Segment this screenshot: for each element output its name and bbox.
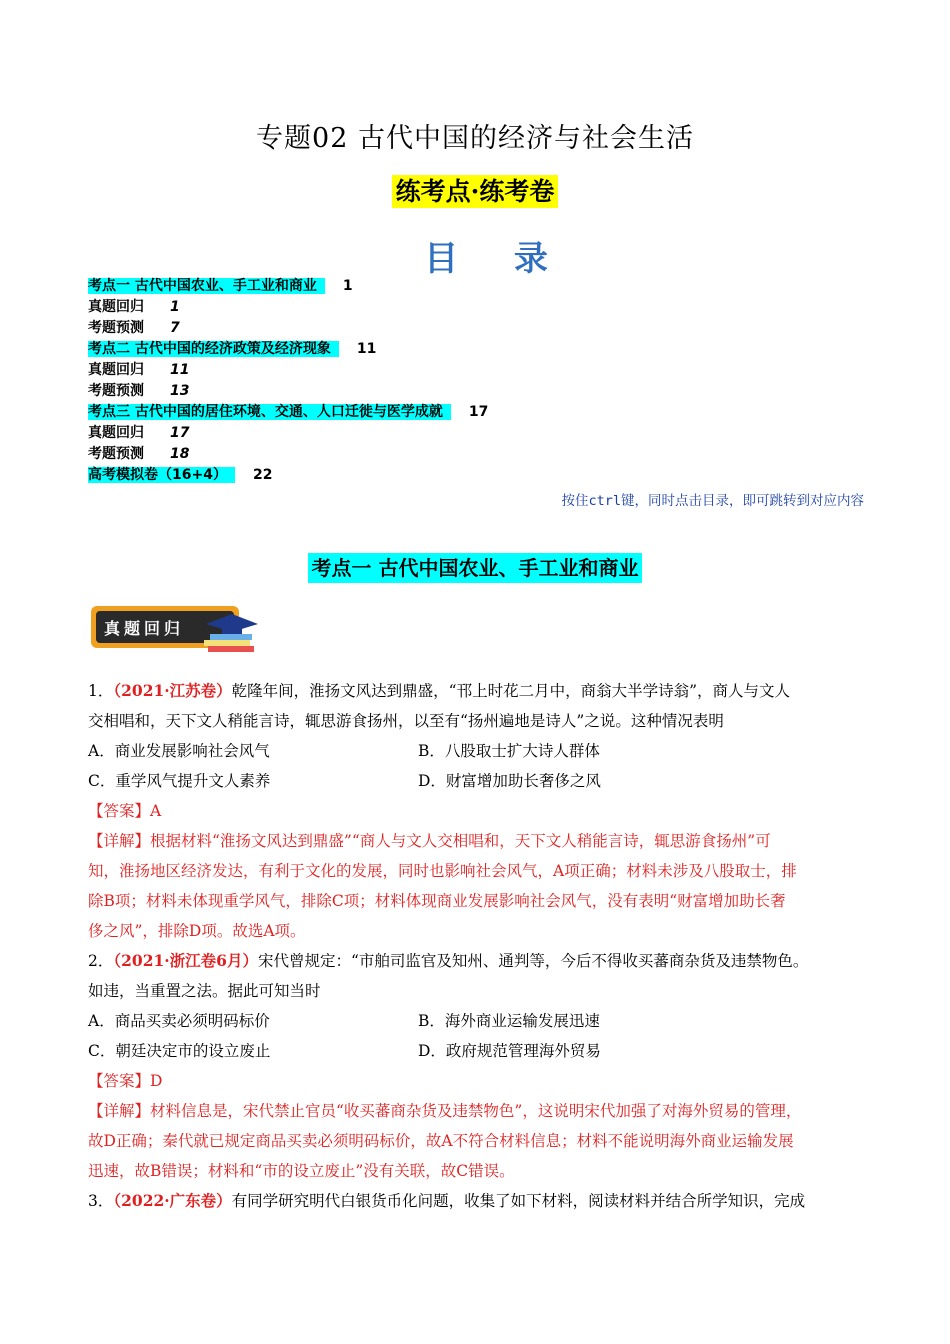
section-heading-wrapper	[0, 552, 950, 581]
question-number: 3．	[88, 1192, 114, 1210]
toc-page-number: 11	[170, 362, 190, 378]
section-heading: 考点一 古代中国农业、手工业和商业	[308, 553, 643, 583]
question-1-line-2: 交相唱和，天下文人稍能言诗，辄思游食扬州，以至有“扬州遍地是诗人”之说。这种情况表明	[88, 712, 724, 730]
toc-page-number: 17	[468, 404, 489, 420]
toc-page-number: 22	[252, 467, 273, 483]
book-2-icon	[204, 640, 250, 646]
question-2-answer: 【答案】D	[88, 1072, 163, 1090]
toc-label: 真题回归	[88, 425, 144, 441]
question-2-line-1	[88, 946, 868, 976]
toc-heading: 目 录	[424, 239, 570, 279]
toc-navigation-hint: 按住ctrl键，同时点击目录，即可跳转到对应内容	[561, 493, 864, 509]
question-1-detail-line-3: 除B项；材料未体现重学风气，排除C项；材料体现商业发展影响社会风气，没有表明“财富增加助长奢	[88, 892, 786, 910]
toc-page-number: 13	[170, 383, 190, 399]
toc-link-section-2-forecast[interactable]	[88, 381, 868, 402]
option-d: D．财富增加助长奢侈之风	[418, 772, 601, 790]
question-2-options-row-1	[88, 1006, 868, 1036]
question-1-detail-line-4: 侈之风”，排除D项。故选A项。	[88, 922, 306, 940]
option-c: C．重学风气提升文人素养	[88, 772, 271, 790]
question-1-line-1	[88, 676, 868, 706]
question-2-detail-line-2: 故D正确；秦代就已规定商品买卖必须明码标价，故A不符合材料信息；材料不能说明海外商业运输发展	[88, 1132, 794, 1150]
option-b: B．海外商业运输发展迅速	[418, 1012, 600, 1030]
question-1-options-row-2	[88, 766, 868, 796]
toc-label: 真题回归	[88, 299, 144, 315]
question-1-detail-line-2: 知，淮扬地区经济发达，有利于文化的发展，同时也影响社会风气，A项正确；材料未涉及八股取士，排	[88, 862, 797, 880]
toc-link-section-3-review[interactable]	[88, 423, 868, 444]
question-number: 2．	[88, 952, 114, 970]
question-3-line-1	[88, 1186, 868, 1216]
option-d: D．政府规范管理海外贸易	[418, 1042, 601, 1060]
question-stem: 宋代曾规定：“市舶司监官及知州、通判等，今后不得收买蕃商杂货及违禁物色。	[257, 952, 809, 970]
toc-link-section-2[interactable]	[88, 339, 868, 360]
book-1-icon	[208, 646, 254, 652]
document-subtitle: 练考点·练考卷	[392, 175, 559, 208]
option-c: C．朝廷决定市的设立废止	[88, 1042, 271, 1060]
question-stem: 乾隆年间，淮扬文风达到鼎盛，“邗上时花二月中，商翁大半学诗翁”，商人与文人	[231, 682, 791, 700]
question-2-detail-line-3: 迅速，故B错误；材料和“市的设立废止”没有关联，故C错误。	[88, 1162, 515, 1180]
question-1-detail-line-1: 【详解】根据材料“淮扬文风达到鼎盛”“商人与文人交相唱和，天下文人稍能言诗，辄思游食扬州”可	[88, 832, 771, 850]
table-of-contents	[88, 276, 868, 486]
book-3-icon	[210, 634, 252, 640]
toc-page-number: 1	[170, 299, 180, 315]
toc-label: 考点一 古代中国农业、手工业和商业	[88, 278, 325, 294]
toc-link-section-1-forecast[interactable]	[88, 318, 868, 339]
option-a: A．商品买卖必须明码标价	[88, 1012, 270, 1030]
toc-label: 考题预测	[88, 383, 144, 399]
toc-label: 真题回归	[88, 362, 144, 378]
review-badge-icon	[90, 602, 260, 660]
toc-link-section-3[interactable]	[88, 402, 868, 423]
toc-page-number: 17	[170, 425, 190, 441]
toc-label: 考题预测	[88, 446, 144, 462]
toc-link-section-2-review[interactable]	[88, 360, 868, 381]
question-2-options-row-2	[88, 1036, 868, 1066]
toc-label: 考点三 古代中国的居住环境、交通、人口迁徙与医学成就	[88, 404, 451, 420]
question-1-options-row-1	[88, 736, 868, 766]
question-content	[88, 676, 868, 1216]
toc-link-mock-exam[interactable]	[88, 465, 868, 486]
toc-page-number: 1	[342, 278, 353, 294]
badge-label: 真题回归	[104, 619, 185, 638]
toc-link-section-3-forecast[interactable]	[88, 444, 868, 465]
toc-link-section-1[interactable]	[88, 276, 868, 297]
question-stem: 有同学研究明代白银货币化问题，收集了如下材料，阅读材料并结合所学知识，完成	[231, 1192, 806, 1210]
toc-label: 高考模拟卷（16+4）	[88, 467, 235, 483]
option-b: B．八股取士扩大诗人群体	[418, 742, 600, 760]
toc-label: 考题预测	[88, 320, 144, 336]
question-source: （2021·浙江卷6月）	[113, 951, 258, 970]
question-number: 1．	[88, 682, 114, 700]
toc-page-number: 7	[170, 320, 180, 336]
toc-page-number: 18	[170, 446, 190, 462]
question-2-detail-line-1: 【详解】材料信息是，宋代禁止官员“收买蕃商杂货及违禁物色”，这说明宋代加强了对海外贸易的管理，	[88, 1102, 802, 1120]
toc-page-number: 11	[356, 341, 377, 357]
toc-label: 考点二 古代中国的经济政策及经济现象	[88, 341, 339, 357]
toc-link-section-1-review[interactable]	[88, 297, 868, 318]
option-a: A．商业发展影响社会风气	[88, 742, 270, 760]
subtitle-wrapper	[0, 172, 950, 208]
question-source: （2022·广东卷）	[113, 1191, 232, 1210]
question-source: （2021·江苏卷）	[113, 681, 232, 700]
question-1-answer: 【答案】A	[88, 802, 162, 820]
question-2-line-2: 如违，当重置之法。据此可知当时	[88, 982, 321, 1000]
document-title: 专题02 古代中国的经济与社会生活	[256, 123, 694, 154]
cap-base	[222, 624, 242, 634]
